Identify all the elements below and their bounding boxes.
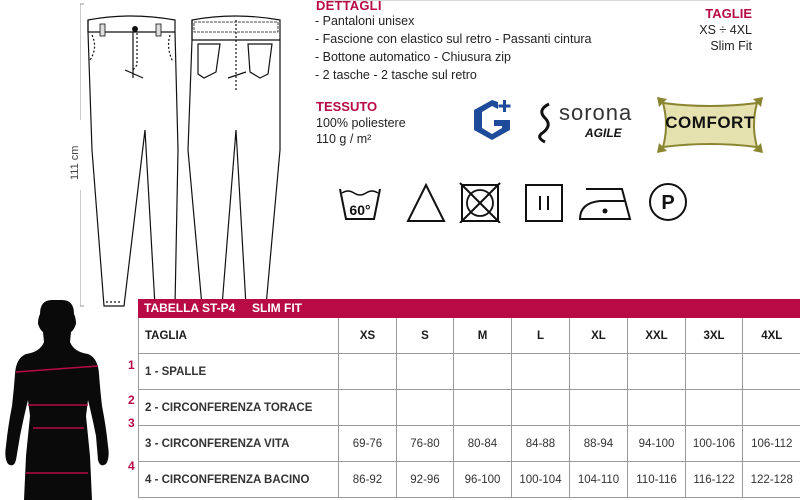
- fabric-weight: 110 g / m²: [316, 132, 372, 146]
- table-cell: 76-80: [397, 426, 454, 462]
- details-item: - Pantaloni unisex: [315, 14, 415, 28]
- table-cell: [454, 390, 512, 426]
- table-cell: [743, 390, 800, 426]
- details-item: - Bottone automatico - Chiusura zip: [315, 50, 511, 64]
- table-cell: 92-96: [397, 462, 454, 498]
- table-row: [139, 390, 800, 426]
- body-marker-3: 3: [128, 416, 135, 430]
- row-label: 3 - CIRCONFERENZA VITA: [139, 426, 339, 462]
- table-cell: 122-128: [743, 462, 800, 498]
- table-cell: 110-116: [628, 462, 686, 498]
- sizes-fit: Slim Fit: [710, 39, 752, 53]
- column-header-size: M: [454, 318, 512, 354]
- row-label: 1 - SPALLE: [139, 354, 339, 390]
- details-list: [315, 12, 592, 84]
- sorona-text: sorona: [559, 100, 633, 125]
- fabric-composition: 100% poliestere: [316, 116, 406, 130]
- svg-text:P: P: [661, 192, 675, 214]
- column-header-size: XS: [339, 318, 397, 354]
- column-header-size: S: [397, 318, 454, 354]
- column-header-size: 4XL: [743, 318, 800, 354]
- table-cell: 104-110: [570, 462, 628, 498]
- top-divider: [320, 0, 750, 1]
- column-header-size: XXL: [628, 318, 686, 354]
- size-table: [138, 318, 800, 498]
- sizes-title: TAGLIE: [705, 6, 752, 21]
- table-cell: [397, 354, 454, 390]
- table-cell: [570, 354, 628, 390]
- table-cell: 84-88: [512, 426, 570, 462]
- line-dry-icon: [522, 181, 566, 223]
- body-silhouette: [0, 296, 120, 500]
- details-item: - 2 tasche - 2 tasche sul retro: [315, 68, 477, 82]
- sizes-info: [699, 6, 752, 54]
- table-cell: [512, 390, 570, 426]
- table-cell: 100-106: [686, 426, 743, 462]
- size-table-header: [138, 299, 800, 318]
- size-table-subtitle: SLIM FIT: [252, 301, 302, 315]
- table-row: [139, 426, 800, 462]
- table-row: [139, 354, 800, 390]
- column-header-size: L: [512, 318, 570, 354]
- g-plus-logo-icon: [470, 98, 514, 142]
- dry-clean-p-icon: [646, 181, 690, 223]
- sizes-range: XS ÷ 4XL: [699, 23, 752, 37]
- table-cell: 96-100: [454, 462, 512, 498]
- pants-drawing: [80, 0, 300, 320]
- table-cell: 116-122: [686, 462, 743, 498]
- table-cell: [512, 354, 570, 390]
- table-cell: [339, 354, 397, 390]
- table-cell: 100-104: [512, 462, 570, 498]
- table-cell: [339, 390, 397, 426]
- table-row: [139, 462, 800, 498]
- table-cell: 69-76: [339, 426, 397, 462]
- bleach-triangle-icon: [404, 181, 448, 223]
- row-label: 4 - CIRCONFERENZA BACINO: [139, 462, 339, 498]
- comfort-text: COMFORT: [665, 113, 755, 132]
- table-header-row: [139, 318, 800, 354]
- body-marker-1: 1: [128, 358, 135, 372]
- table-cell: [686, 390, 743, 426]
- table-cell: [686, 354, 743, 390]
- table-cell: [397, 390, 454, 426]
- details-title: DETTAGLI: [316, 0, 382, 13]
- size-table-title: TABELLA ST-P4: [144, 301, 236, 315]
- table-cell: [628, 354, 686, 390]
- sorona-agile-logo: [533, 98, 653, 148]
- column-header-size: XL: [570, 318, 628, 354]
- fabric-title: TESSUTO: [316, 99, 378, 114]
- length-label: 111 cm: [69, 145, 81, 180]
- sorona-sub-text: AGILE: [585, 126, 622, 140]
- no-tumble-dry-icon: [458, 181, 502, 223]
- details-item: - Fascione con elastico sul retro - Passanti cintura: [315, 32, 592, 46]
- table-cell: [570, 390, 628, 426]
- body-marker-4: 4: [128, 459, 135, 473]
- table-cell: 106-112: [743, 426, 800, 462]
- iron-low-icon: [578, 181, 634, 223]
- row-label: 2 - CIRCONFERENZA TORACE: [139, 390, 339, 426]
- comfort-logo: [655, 95, 765, 155]
- table-cell: 80-84: [454, 426, 512, 462]
- table-cell: [628, 390, 686, 426]
- wash-60-icon: [338, 181, 382, 223]
- table-cell: [454, 354, 512, 390]
- table-cell: 86-92: [339, 462, 397, 498]
- column-header-taglia: TAGLIA: [139, 318, 339, 354]
- column-header-size: 3XL: [686, 318, 743, 354]
- table-cell: [743, 354, 800, 390]
- body-marker-2: 2: [128, 393, 135, 407]
- svg-text:60°: 60°: [349, 202, 371, 218]
- table-cell: 94-100: [628, 426, 686, 462]
- sorona-swirl-icon: [535, 102, 557, 144]
- table-cell: 88-94: [570, 426, 628, 462]
- fabric-info: [316, 99, 406, 147]
